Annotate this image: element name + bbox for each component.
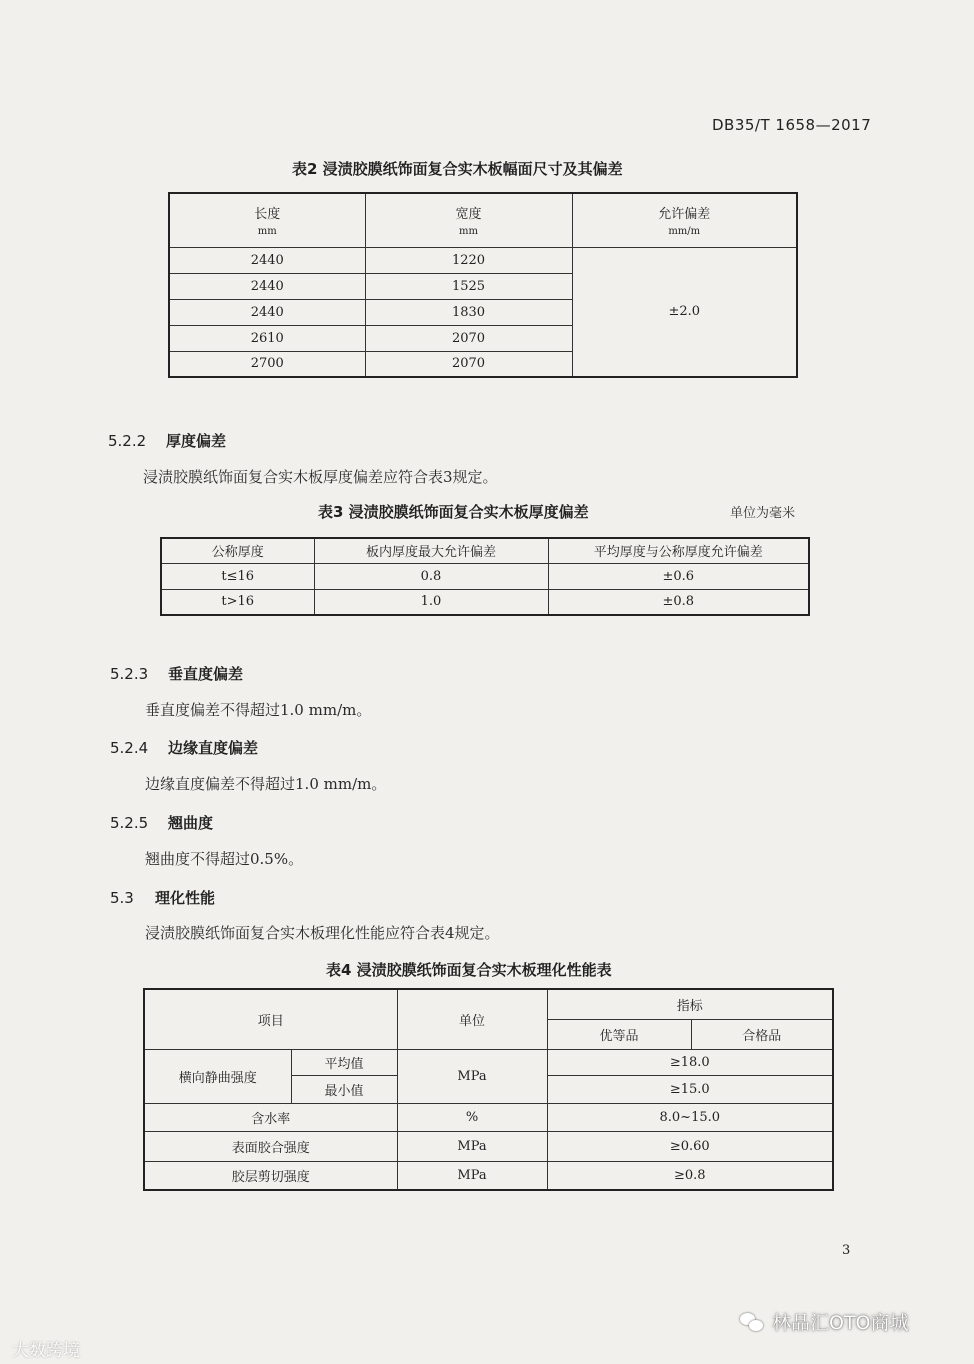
table-cell: 2700 <box>169 351 365 377</box>
table-cell: 胶层剪切强度 <box>144 1161 397 1190</box>
standard-number: DB35/T 1658—2017 <box>712 116 872 134</box>
table-cell: 含水率 <box>144 1103 397 1131</box>
table-cell: 1.0 <box>314 589 548 615</box>
table-cell: ±0.6 <box>548 563 809 589</box>
wechat-icon <box>740 1311 764 1333</box>
table-cell: 1830 <box>365 299 572 325</box>
table-cell: ±0.8 <box>548 589 809 615</box>
section-5-2-2-heading: 5.2.2 厚度偏差 <box>108 432 227 450</box>
section-5-2-4-heading: 5.2.4 边缘直度偏差 <box>110 739 259 757</box>
watermark-left: 大数跨境 <box>12 1341 80 1361</box>
table3 <box>160 537 810 616</box>
table2-header-tolerance: 允许偏差 mm/m <box>572 193 797 247</box>
table4 <box>143 988 834 1191</box>
table4-bending-unit: MPa <box>397 1049 547 1103</box>
table2-header-length: 长度 mm <box>169 193 365 247</box>
table2-tolerance-value: ±2.0 <box>572 247 797 377</box>
table-cell: 8.0~15.0 <box>547 1103 833 1131</box>
page-number: 3 <box>842 1243 851 1258</box>
table-cell: % <box>397 1103 547 1131</box>
table2-header-width: 宽度 mm <box>365 193 572 247</box>
table-cell: MPa <box>397 1131 547 1161</box>
table-cell: t≤16 <box>161 563 314 589</box>
section-5-2-5-text: 翘曲度不得超过0.5%。 <box>145 850 304 868</box>
table-cell: ≥0.60 <box>547 1131 833 1161</box>
table-cell: t>16 <box>161 589 314 615</box>
section-5-2-4-text: 边缘直度偏差不得超过1.0 mm/m。 <box>145 775 387 793</box>
table3-caption: 表3 浸渍胶膜纸饰面复合实木板厚度偏差 <box>318 503 589 521</box>
table2-caption: 表2 浸渍胶膜纸饰面复合实木板幅面尺寸及其偏差 <box>292 160 623 178</box>
table4-bending-label: 横向静曲强度 <box>144 1049 291 1103</box>
section-5-2-3-heading: 5.2.3 垂直度偏差 <box>110 665 244 683</box>
table-cell: 1525 <box>365 273 572 299</box>
section-5-2-5-heading: 5.2.5 翘曲度 <box>110 814 214 832</box>
table4-bending-min-label: 最小值 <box>291 1075 397 1103</box>
table-cell: 1220 <box>365 247 572 273</box>
table-cell: 0.8 <box>314 563 548 589</box>
section-5-2-2-text: 浸渍胶膜纸饰面复合实木板厚度偏差应符合表3规定。 <box>143 468 498 486</box>
table4-bending-avg-value: ≥18.0 <box>547 1049 833 1075</box>
table-cell: MPa <box>397 1161 547 1190</box>
table4-bending-avg-label: 平均值 <box>291 1049 397 1075</box>
table4-header-grade-b: 合格品 <box>691 1019 833 1049</box>
table3-header: 公称厚度 <box>161 538 314 563</box>
section-5-3-text: 浸渍胶膜纸饰面复合实木板理化性能应符合表4规定。 <box>145 924 500 942</box>
table3-header: 平均厚度与公称厚度允许偏差 <box>548 538 809 563</box>
table4-header-index: 指标 <box>547 989 833 1019</box>
section-5-3-heading: 5.3 理化性能 <box>110 889 216 907</box>
table4-header-item: 项目 <box>144 989 397 1049</box>
table-cell: 2440 <box>169 299 365 325</box>
table-cell: 表面胶合强度 <box>144 1131 397 1161</box>
table3-header: 板内厚度最大允许偏差 <box>314 538 548 563</box>
table-cell: ≥0.8 <box>547 1161 833 1190</box>
watermark-right-text: 林品汇OTO商城 <box>772 1312 909 1334</box>
table4-bending-min-value: ≥15.0 <box>547 1075 833 1103</box>
table4-caption: 表4 浸渍胶膜纸饰面复合实木板理化性能表 <box>326 961 612 979</box>
table3-unit-note: 单位为毫米 <box>730 506 796 521</box>
table-cell: 2070 <box>365 325 572 351</box>
table-cell: 2440 <box>169 273 365 299</box>
table-cell: 2610 <box>169 325 365 351</box>
section-5-2-3-text: 垂直度偏差不得超过1.0 mm/m。 <box>145 701 372 719</box>
table4-header-unit: 单位 <box>397 989 547 1049</box>
table-cell: 2440 <box>169 247 365 273</box>
table2 <box>168 192 798 378</box>
watermark-right <box>740 1308 909 1335</box>
table4-header-grade-a: 优等品 <box>547 1019 691 1049</box>
table-cell: 2070 <box>365 351 572 377</box>
